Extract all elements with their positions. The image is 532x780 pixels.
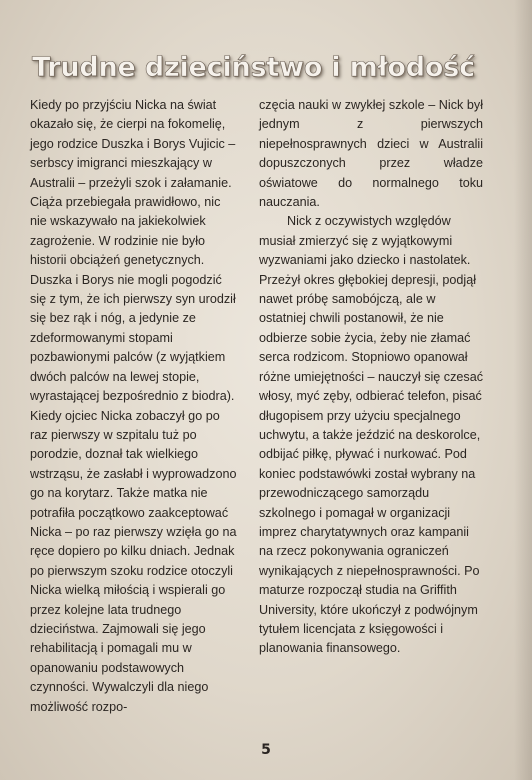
chapter-title: Trudne dzieciństwo i młodość: [32, 52, 475, 83]
text-column-right: [259, 96, 483, 659]
paragraph: częcia nauki w zwykłej szkole – Nick był jednym z pierwszych niepełnosprawnych dzieci w Australii dopuszczonych przez władze oświatowe do normalnego toku nauczania.: [259, 98, 483, 210]
paragraph: Kiedy po przyjściu Nicka na świat okazało się, że cierpi na fokomelię, jego rodzice Duszka i Borys Vujicic – serbscy imigranci mieszkający w Australii – przeżyli szok i załamanie. Ciąża przebiegała prawidłowo, nic nie wskazywało na jakiekolwiek zagrożenie. W rodzinie nie było historii obciążeń genetycznych. Duszka i Borys nie mogli pogodzić się z tym, że ich pierwszy syn urodził się bez rąk i nóg, a jedynie ze zdeformowanymi stopami pozbawionymi palców (z wyjątkiem dwóch palców na lewej stopie, wyrastającej bezpośrednio z biodra). Kiedy ojciec Nicka zobaczył go po raz pierwszy w szpitalu tuż po porodzie, doznał tak wielkiego wstrząsu, że zasłabł i wyprowadzono go na korytarz. Także matka nie potrafiła początkowo zaakceptować Nicka – po raz pierwszy wzięła go na ręce dopiero po kilku dniach. Jednak po pierwszym szoku rodzice otoczyli Nicka wielką miłością i wspierali go przez kolejne lata trudnego dzieciństwa. Zajmowali się jego rehabilitacją i pomagali mu w opanowaniu podstawowych czynności. Wywalczyli dla niego możliwość rozpo-: [30, 98, 237, 714]
page-number: 5: [261, 742, 271, 758]
text-column-left: [30, 96, 240, 717]
paragraph: Nick z oczywistych względów musiał zmierzyć się z wyjątkowymi wyzwaniami jako dziecko i nastolatek. Przeżył okres głębokiej depresji, podjął nawet próbę samobójczą, ale w ostatniej chwili postanowił, że nie odbierze sobie życia, żeby nie złamać serca rodzicom. Stopniowo opanował różne umiejętności – nauczył się czesać włosy, myć zęby, odbierać telefon, pisać długopisem przy użyciu specjalnego uchwytu, a także jeździć na deskorolce, odbijać piłkę, pływać i nurkować. Pod koniec podstawówki został wybrany na przewodniczącego samorządu szkolnego i pomagał w organizacji imprez charytatywnych oraz kampanii na rzecz pokonywania ograniczeń wynikających z niepełnosprawności. Po maturze rozpoczął studia na Griffith University, które ukończył z podwójnym tytułem licencjata z księgowości i planowania finansowego.: [259, 214, 483, 656]
page-edge-shadow: [514, 0, 532, 780]
